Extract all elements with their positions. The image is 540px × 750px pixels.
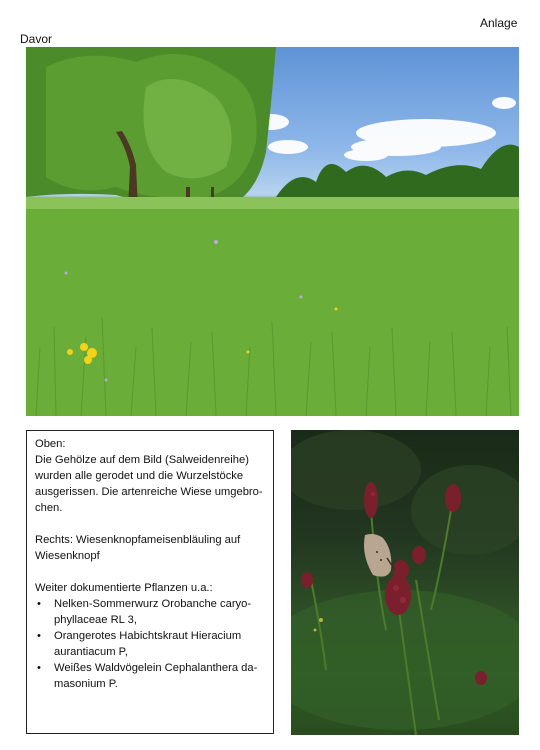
list-item-line: Nelken-Sommerwurz Orobanche caryo- xyxy=(54,598,252,610)
list-item-line: masonium P. xyxy=(54,678,118,690)
list-item xyxy=(35,596,265,628)
before-label: Davor xyxy=(20,32,53,46)
appendix-label: Anlage xyxy=(480,16,518,30)
butterfly-photo xyxy=(291,430,519,735)
paragraph-2-line: Rechts: Wiesenknopfameisenbläuling auf xyxy=(35,534,241,546)
paragraph-1-line: wurden alle gerodet und die Wurzelstöcke xyxy=(35,470,244,482)
list-intro: Weiter dokumentierte Pflanzen u.a.: xyxy=(35,582,213,594)
plant-list xyxy=(35,596,265,692)
list-item-line: Orangerotes Habichtskraut Hieracium xyxy=(54,630,242,642)
list-item xyxy=(35,660,265,692)
caption-text-box xyxy=(26,430,274,734)
paragraph-1-line: chen. xyxy=(35,502,63,514)
list-item-line: Weißes Waldvögelein Cephalanthera da- xyxy=(54,662,258,674)
meadow-photo xyxy=(26,47,519,416)
paragraph-1-line: Die Gehölze auf dem Bild (Salweidenreihe) xyxy=(35,454,249,466)
paragraph-2-line: Wiesenknopf xyxy=(35,550,100,562)
list-item-line: phyllaceae RL 3, xyxy=(54,614,137,626)
list-item xyxy=(35,628,265,660)
heading-top: Oben: xyxy=(35,438,66,450)
list-item-line: aurantiacum P, xyxy=(54,646,128,658)
paragraph-1-line: ausgerissen. Die artenreiche Wiese umgebro- xyxy=(35,486,263,498)
